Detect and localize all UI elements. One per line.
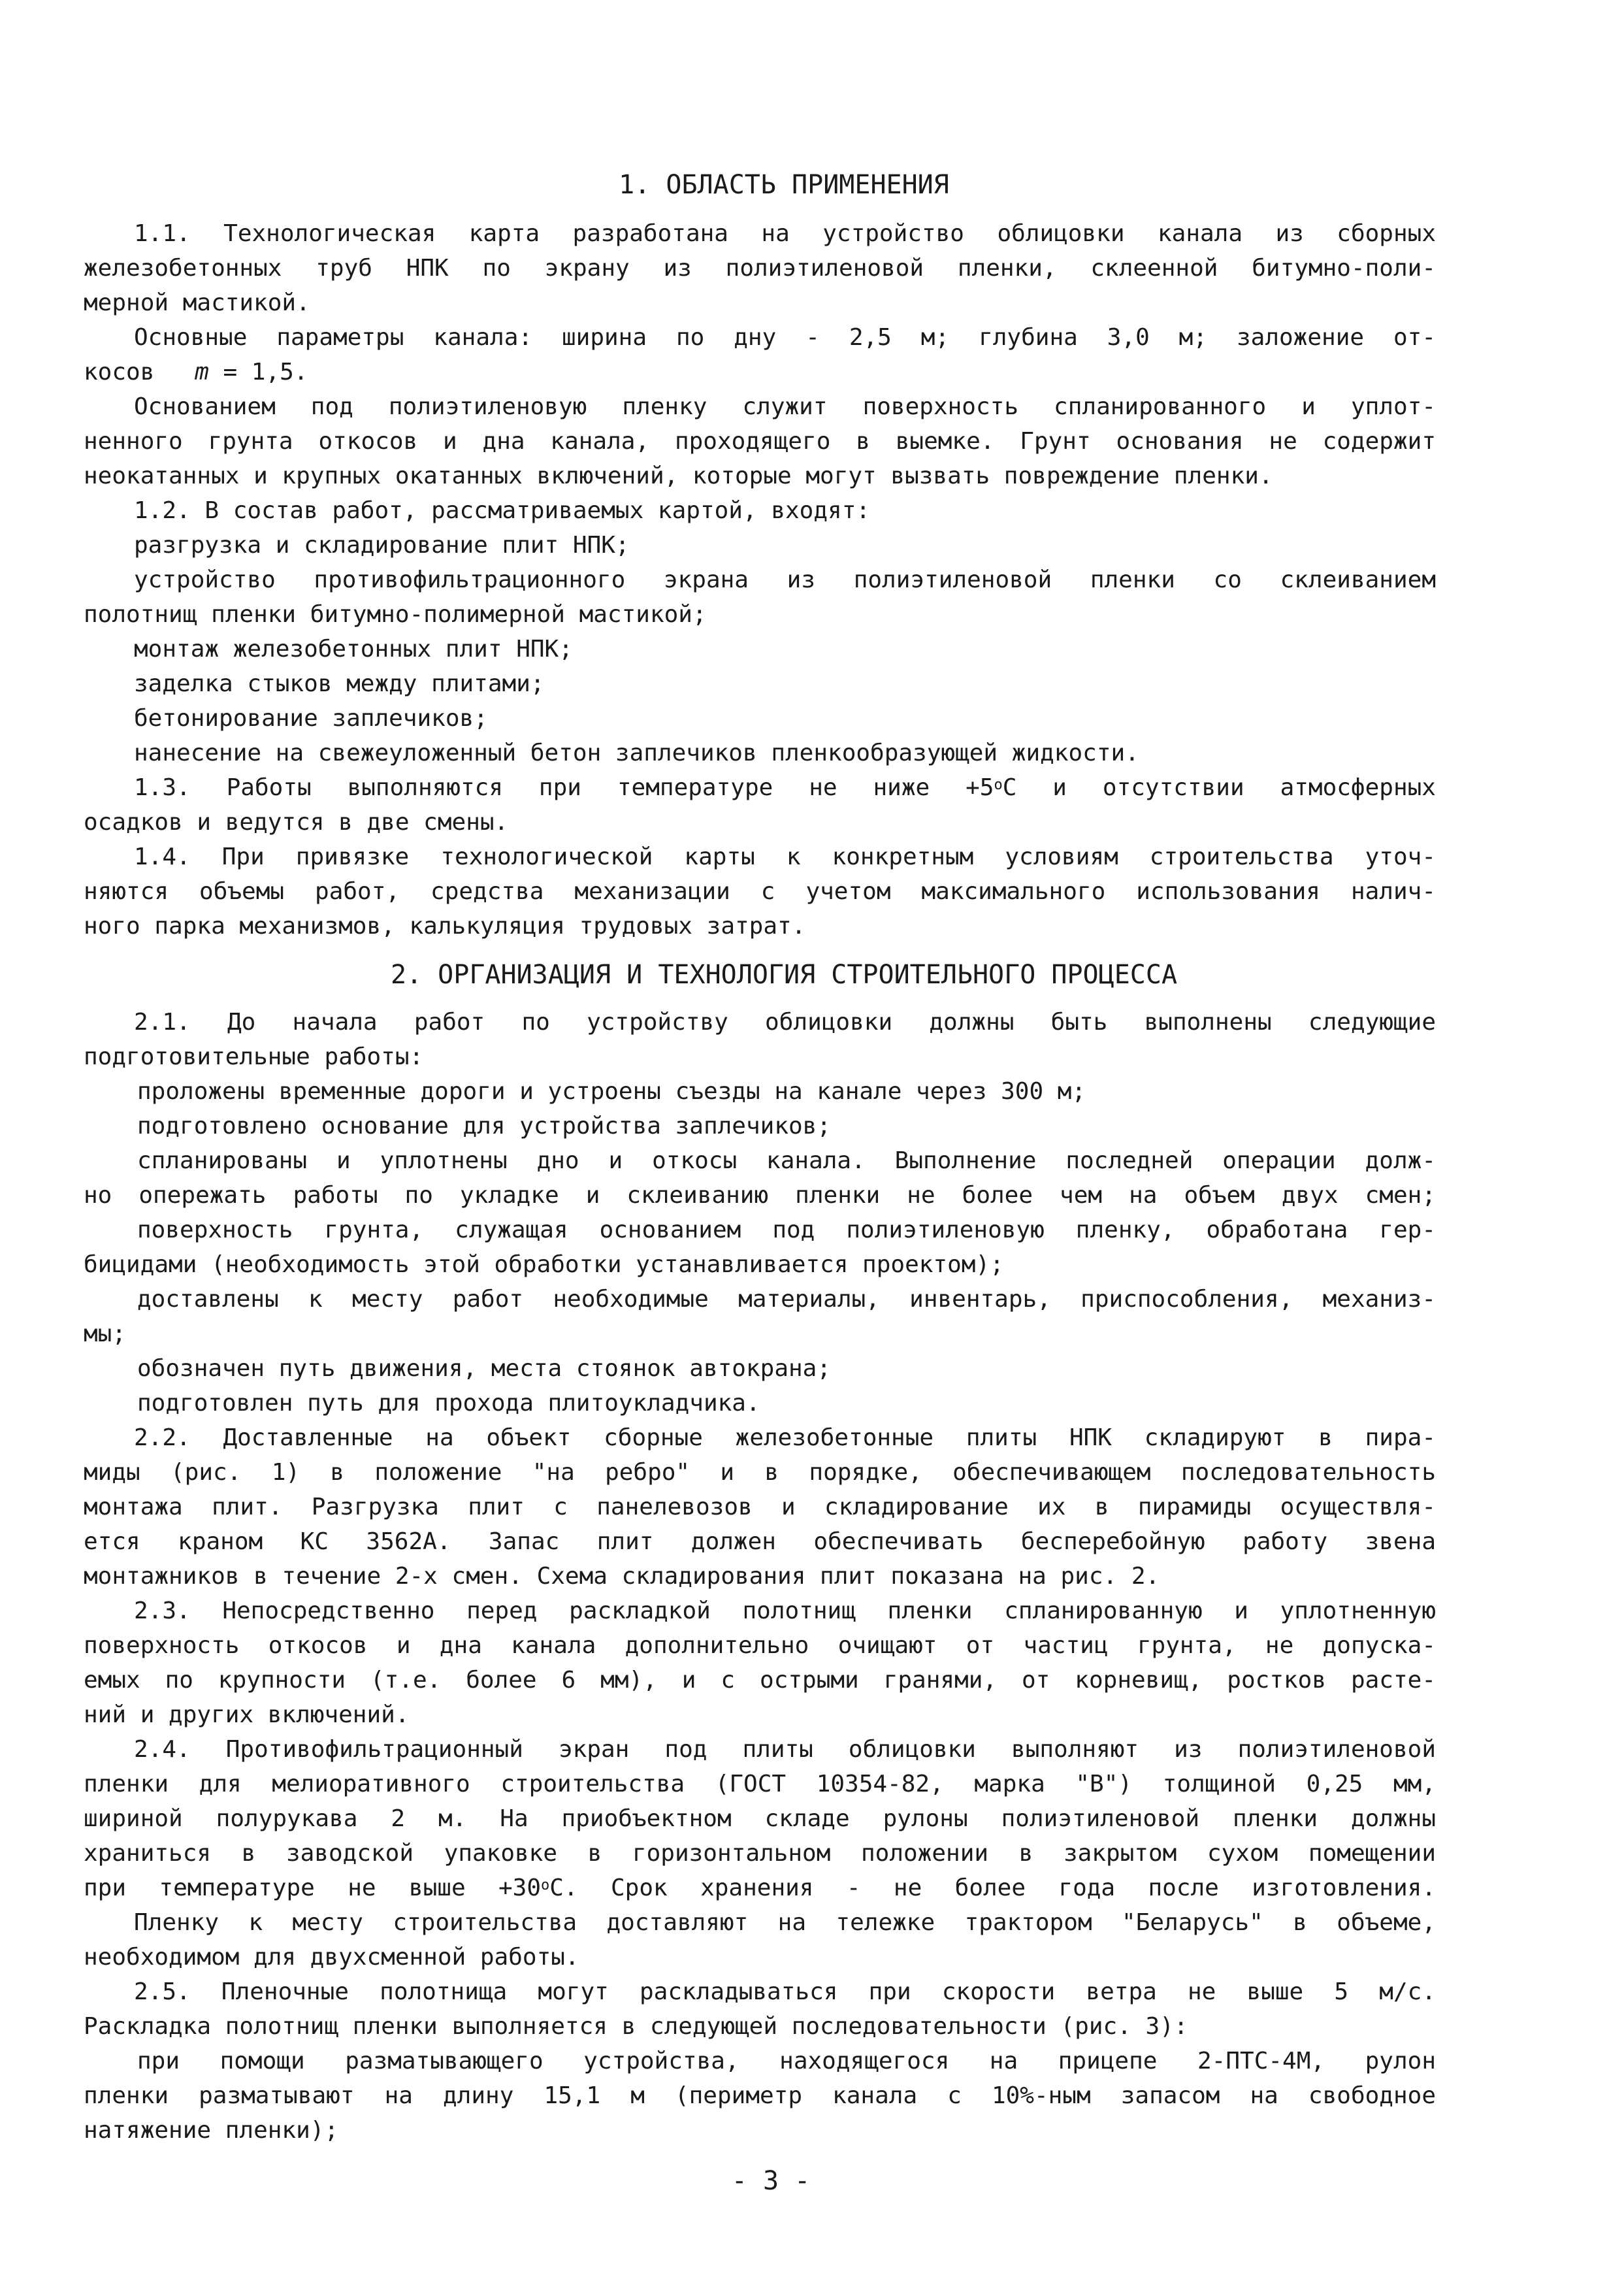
degree-mark: o [994,777,1003,793]
paragraph-line: необходимом для двухсменной работы. [84,1944,579,1971]
paragraph-line: монтажников в течение 2-х смен. Схема складирования плит показана на рис. 2. [84,1563,1160,1590]
paragraph-line: Основанием под полиэтиленовую пленку служит поверхность спланированного и уплот- [134,393,1436,420]
paragraph-line: разгрузка и складирование плит НПК; [134,532,630,559]
paragraph-line: неокатанных и крупных окатанных включений, которые могут вызвать повреждение пленки. [84,463,1273,489]
paragraph-line: поверхность откосов и дна канала дополнительно очищают от частиц грунта, не допуска- [84,1632,1436,1659]
section-1-title: 1. ОБЛАСТЬ ПРИМЕНЕНИЯ [619,170,949,200]
paragraph-line: железобетонных труб НПК по экрану из полиэтиленовой пленки, склеенной битумно-поли- [84,255,1436,282]
slope-value: = 1,5. [223,359,308,385]
paragraph-line: ний и других включений. [84,1701,410,1728]
paragraph-line: при помощи разматывающего устройства, находящегося на прицепе 2-ПТС-4М, рулон [137,2048,1436,2074]
paragraph-line: Пленку к месту строительства доставляют на тележке трактором "Беларусь" в объеме, [134,1909,1436,1936]
paragraph-line: полотнищ пленки битумно-полимерной мастикой; [84,601,707,628]
paragraph-line: подготовлено основание для устройства заплечиков; [137,1113,832,1139]
paragraph-line: спланированы и уплотнены дно и откосы канала. Выполнение последней операции долж- [137,1147,1436,1174]
paragraph-line: проложены временные дороги и устроены съезды на канале через 300 м; [137,1078,1086,1105]
paragraph-line: мерной мастикой. [84,289,310,316]
temperature-text-cont: С и отсутствии атмосферных [1002,774,1436,801]
paragraph-line: бетонирование заплечиков; [134,705,488,732]
paragraph-line: монтаж железобетонных плит НПК; [134,636,573,663]
paragraph-line: доставлены к месту работ необходимые материалы, инвентарь, приспособления, механиз- [137,1286,1436,1313]
paragraph-line: ется краном КС 3562А. Запас плит должен обеспечивать бесперебойную работу звена [84,1528,1436,1555]
paragraph-line: пленки разматывают на длину 15,1 м (периметр канала с 10%-ным запасом на свободное [84,2082,1436,2109]
paragraph-line: Раскладка полотнищ пленки выполняется в следующей последовательности (рис. 3): [84,2013,1188,2040]
slope-symbol: m [195,359,209,385]
paragraph-line: миды (рис. 1) в положение "на ребро" и в порядке, обеспечивающем последовательность [84,1459,1436,1486]
paragraph-line: устройство противофильтрационного экрана из полиэтиленовой пленки со склеиванием [134,566,1436,593]
paragraph-line: 1.1. Технологическая карта разработана на устройство облицовки канала из сборных [134,220,1436,247]
paragraph-line: 2.4. Противофильтрационный экран под плиты облицовки выполняют из полиэтиленовой [134,1736,1436,1763]
paragraph-line: 2.5. Пленочные полотнища могут раскладываться при скорости ветра не выше 5 м/с. [134,1978,1436,2005]
paragraph-line: мы; [84,1320,127,1347]
paragraph-line: заделка стыков между плитами; [134,670,545,697]
paragraph-line: ненного грунта откосов и дна канала, проходящего в выемке. Грунт основания не содержит [84,428,1436,455]
paragraph-line: 2.3. Непосредственно перед раскладкой полотнищ пленки спланированную и уплотненную [134,1598,1436,1624]
storage-temperature-text-cont: С. Срок хранения - не более года после изготовления. [549,1875,1436,1901]
paragraph-line: шириной полурукава 2 м. На приобъектном складе рулоны полиэтиленовой пленки должны [84,1805,1436,1832]
paragraph-line: 1.4. При привязке технологической карты к конкретным условиям строительства уточ- [134,844,1436,870]
paragraph-line: бицидами (необходимость этой обработки устанавливается проектом); [84,1251,1004,1278]
page-number: - 3 - [731,2166,811,2196]
paragraph-line: поверхность грунта, служащая основанием под полиэтиленовую пленку, обработана гер- [137,1217,1436,1243]
paragraph-line: храниться в заводской упаковке в горизонтальном положении в закрытом сухом помещении [84,1840,1436,1867]
paragraph-line: пленки для мелиоративного строительства (ГОСТ 10354-82, марка "В") толщиной 0,25 мм, [84,1771,1436,1797]
paragraph-line: но опережать работы по укладке и склеиванию пленки не более чем на объем двух смен; [84,1182,1436,1209]
paragraph-line: 1.2. В состав работ, рассматриваемых картой, входят: [134,497,871,524]
paragraph-line [134,772,1436,804]
paragraph-line [84,356,1436,389]
storage-temperature-text: при температуре не выше +30 [84,1875,542,1901]
degree-mark: o [541,1877,550,1893]
slope-label: косов [84,359,155,385]
temperature-text: 1.3. Работы выполняются при температуре не ниже +5 [134,774,994,801]
section-2-title: 2. ОРГАНИЗАЦИЯ И ТЕХНОЛОГИЯ СТРОИТЕЛЬНОГО ПРОЦЕССА [390,960,1178,990]
paragraph-line: 2.1. До начала работ по устройству облицовки должны быть выполнены следующие [134,1009,1436,1036]
paragraph-line: няются объемы работ, средства механизации с учетом максимального использования налич- [84,878,1436,905]
paragraph-line: 2.2. Доставленные на объект сборные железобетонные плиты НПК складируют в пира- [134,1424,1436,1451]
paragraph-line: нанесение на свежеуложенный бетон заплечиков пленкообразующей жидкости. [134,740,1139,766]
paragraph-line [84,1872,1436,1905]
paragraph-line: натяжение пленки); [84,2117,339,2144]
paragraph-line: монтажа плит. Разгрузка плит с панелевозов и складирование их в пирамиды осуществля- [84,1494,1436,1520]
paragraph-line: ного парка механизмов, калькуляция трудовых затрат. [84,913,806,940]
paragraph-line: обозначен путь движения, места стоянок автокрана; [137,1355,832,1382]
paragraph-line: подготовительные работы: [84,1043,424,1070]
paragraph-line: Основные параметры канала: ширина по дну - 2,5 м; глубина 3,0 м; заложение от- [134,324,1436,351]
paragraph-line: емых по крупности (т.е. более 6 мм), и с острыми гранями, от корневищ, ростков расте- [84,1667,1436,1694]
paragraph-line: осадков и ведутся в две смены. [84,809,509,836]
paragraph-line: подготовлен путь для прохода плитоукладчика. [137,1390,760,1417]
